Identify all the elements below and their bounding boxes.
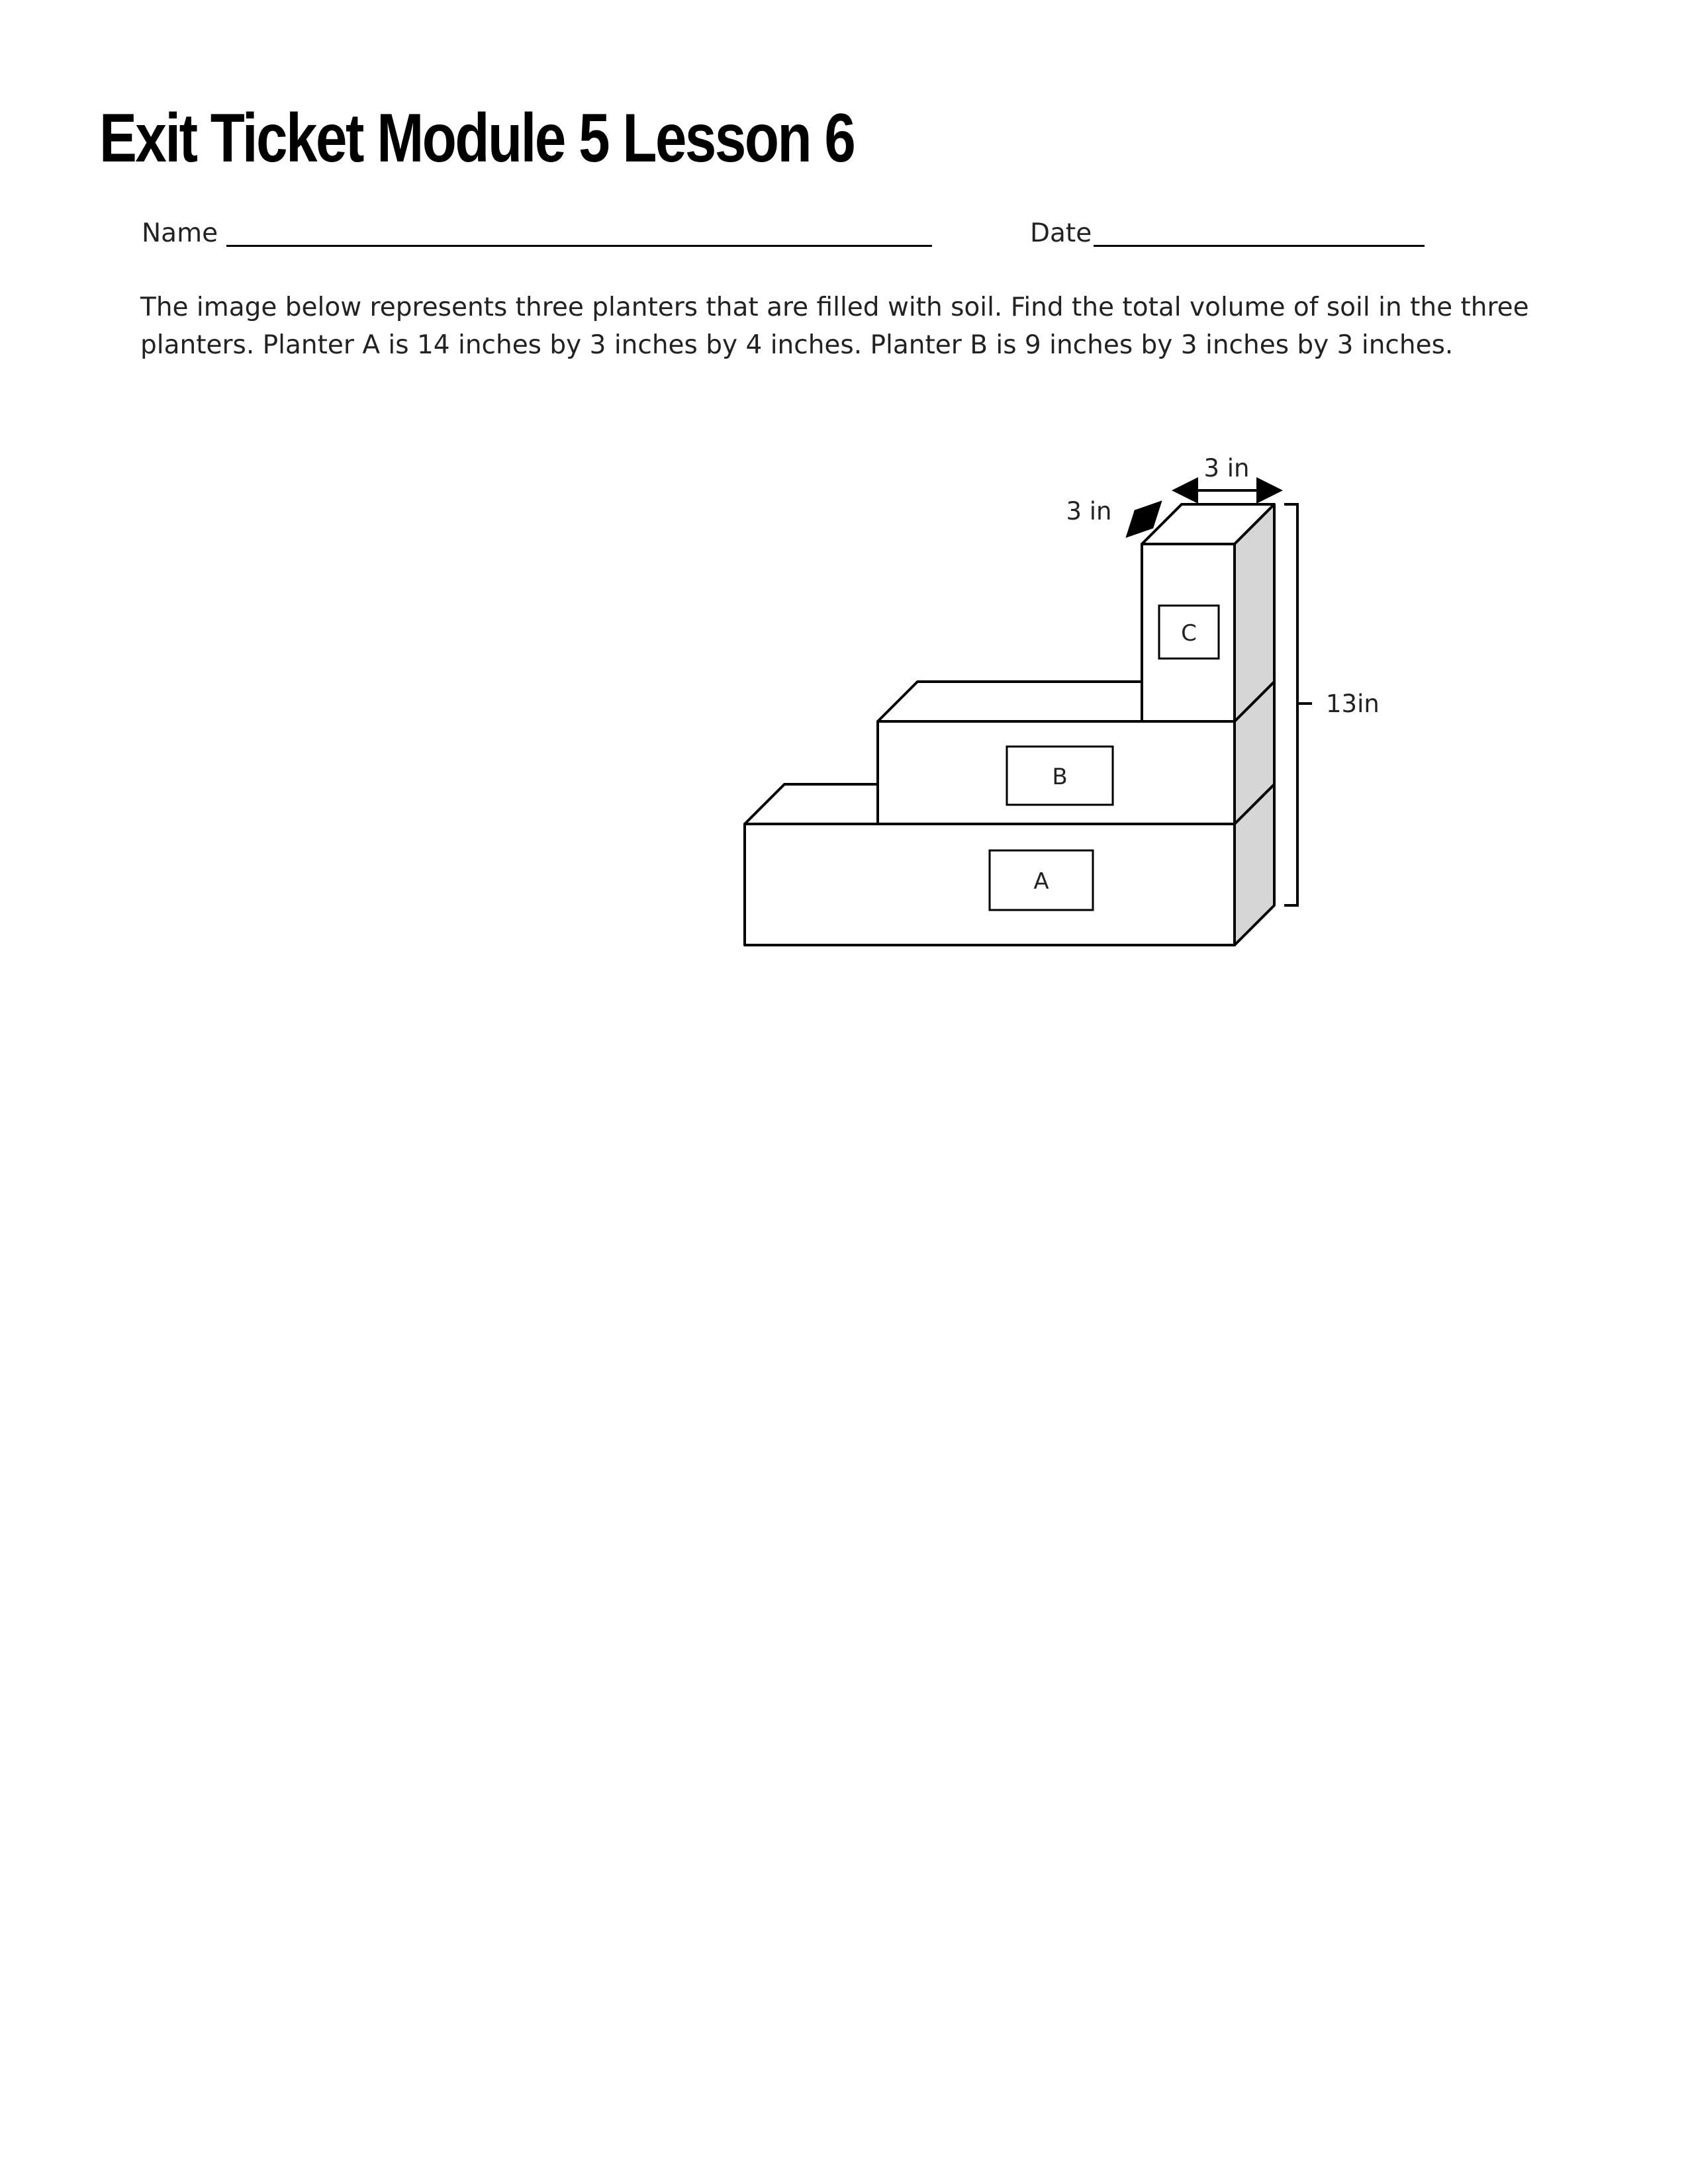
question-line-1: The image below represents three planters that are filled with soil. Find the total volume of soil in the three xyxy=(140,293,1529,322)
name-label: Name xyxy=(142,218,218,248)
depth-dimension-arrow xyxy=(1129,504,1158,534)
planter-c-label: C xyxy=(1181,620,1197,647)
planter-a-label: A xyxy=(1033,868,1049,895)
page-title: Exit Ticket Module 5 Lesson 6 xyxy=(99,100,855,177)
height-bracket xyxy=(1284,504,1297,905)
depth-dimension-label: 3 in xyxy=(1066,497,1112,525)
planter-b-label: B xyxy=(1052,764,1068,790)
date-label: Date xyxy=(1030,218,1092,248)
question-line-2: planters. Planter A is 14 inches by 3 inches by 4 inches. Planter B is 9 inches by 3 inches by 3 inches. xyxy=(140,330,1454,360)
height-dimension-label: 13in xyxy=(1326,690,1380,718)
width-dimension-label: 3 in xyxy=(1203,454,1250,482)
